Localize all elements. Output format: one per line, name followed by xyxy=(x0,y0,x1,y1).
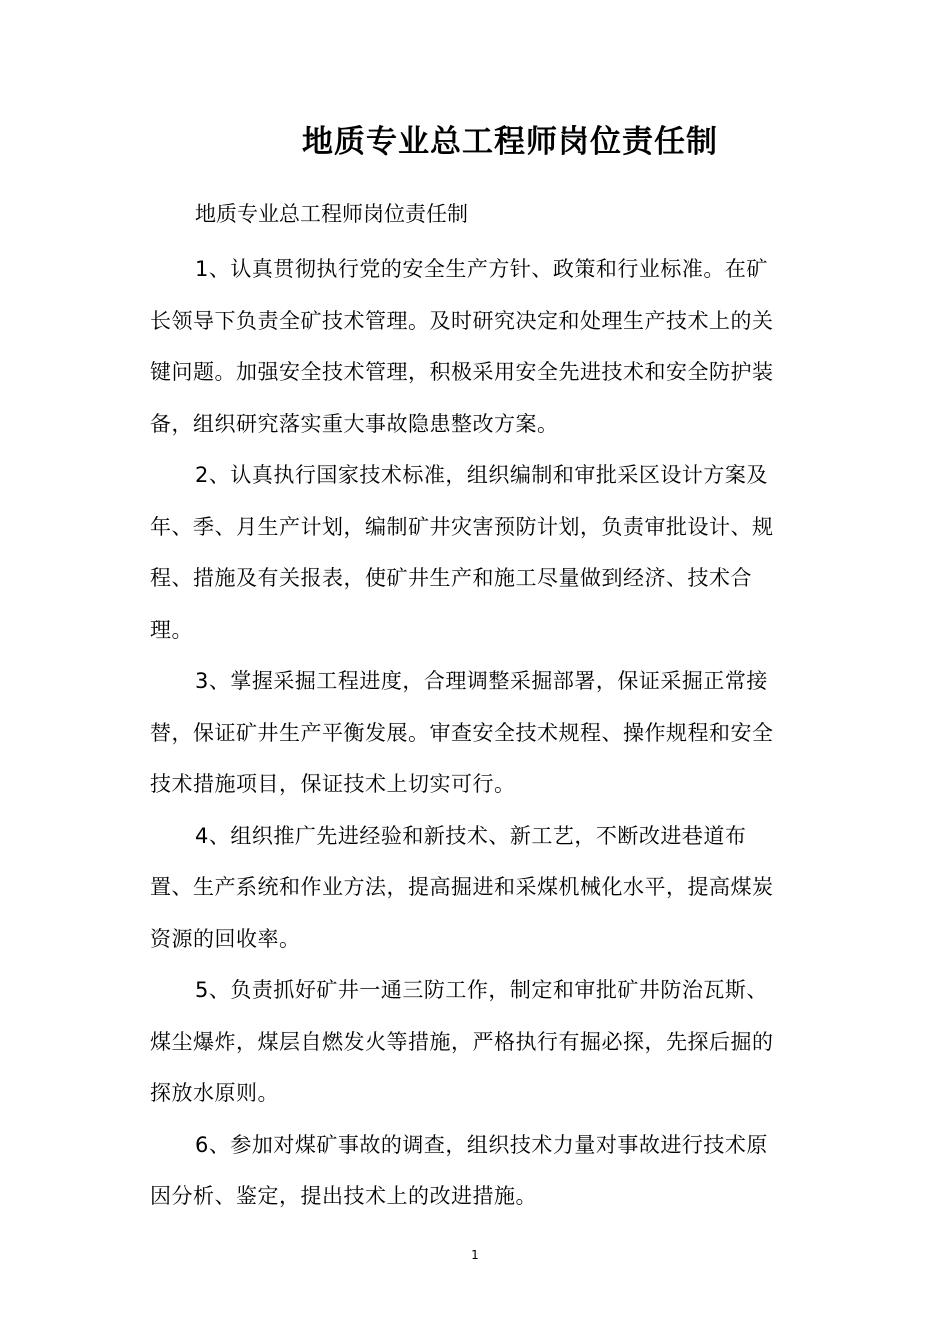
body-line: 6、参加对煤矿事故的调查，组织技术力量对事故进行技术原 xyxy=(195,1132,768,1157)
body-line: 探放水原则。 xyxy=(150,1081,279,1105)
body-line: 键问题。加强安全技术管理，积极采用安全先进技术和安全防护装 xyxy=(150,360,774,384)
body-line: 3、掌握采掘工程进度，合理调整采掘部署，保证采掘正常接 xyxy=(195,669,768,693)
body-line: 1、认真贯彻执行党的安全生产方针、政策和行业标准。在矿 xyxy=(195,257,768,281)
page-number: 1 xyxy=(471,1248,479,1262)
body-line: 置、生产系统和作业方法，提高掘进和采煤机械化水平，提高煤炭 xyxy=(150,875,774,899)
body-line: 4、组织推广先进经验和新技术、新工艺，不断改进巷道布 xyxy=(195,823,747,848)
document-body xyxy=(150,244,810,1223)
body-line: 煤尘爆炸，煤层自燃发火等措施，严格执行有掘必探，先探后掘的 xyxy=(150,1029,774,1054)
body-line: 备，组织研究落实重大事故隐患整改方案。 xyxy=(150,411,559,436)
document-subtitle: 地质专业总工程师岗位责任制 xyxy=(195,202,468,226)
body-line: 替，保证矿井生产平衡发展。审查安全技术规程、操作规程和安全 xyxy=(150,720,774,745)
body-line: 5、负责抓好矿井一通三防工作，制定和审批矿井防治瓦斯、 xyxy=(195,978,768,1002)
body-line: 2、认真执行国家技术标准，组织编制和审批采区设计方案及 xyxy=(195,463,768,487)
body-line: 长领导下负责全矿技术管理。及时研究决定和处理生产技术上的关 xyxy=(150,308,774,333)
body-line: 年、季、月生产计划，编制矿井灾害预防计划，负责审批设计、规 xyxy=(150,514,774,539)
body-line: 技术措施项目，保证技术上切实可行。 xyxy=(150,772,516,796)
body-line: 因分析、鉴定，提出技术上的改进措施。 xyxy=(150,1184,537,1208)
body-line: 理。 xyxy=(150,617,193,642)
document-title: 地质专业总工程师岗位责任制 xyxy=(302,124,718,160)
body-line: 程、措施及有关报表，使矿井生产和施工尽量做到经济、技术合 xyxy=(150,566,752,590)
body-line: 资源的回收率。 xyxy=(150,926,301,951)
